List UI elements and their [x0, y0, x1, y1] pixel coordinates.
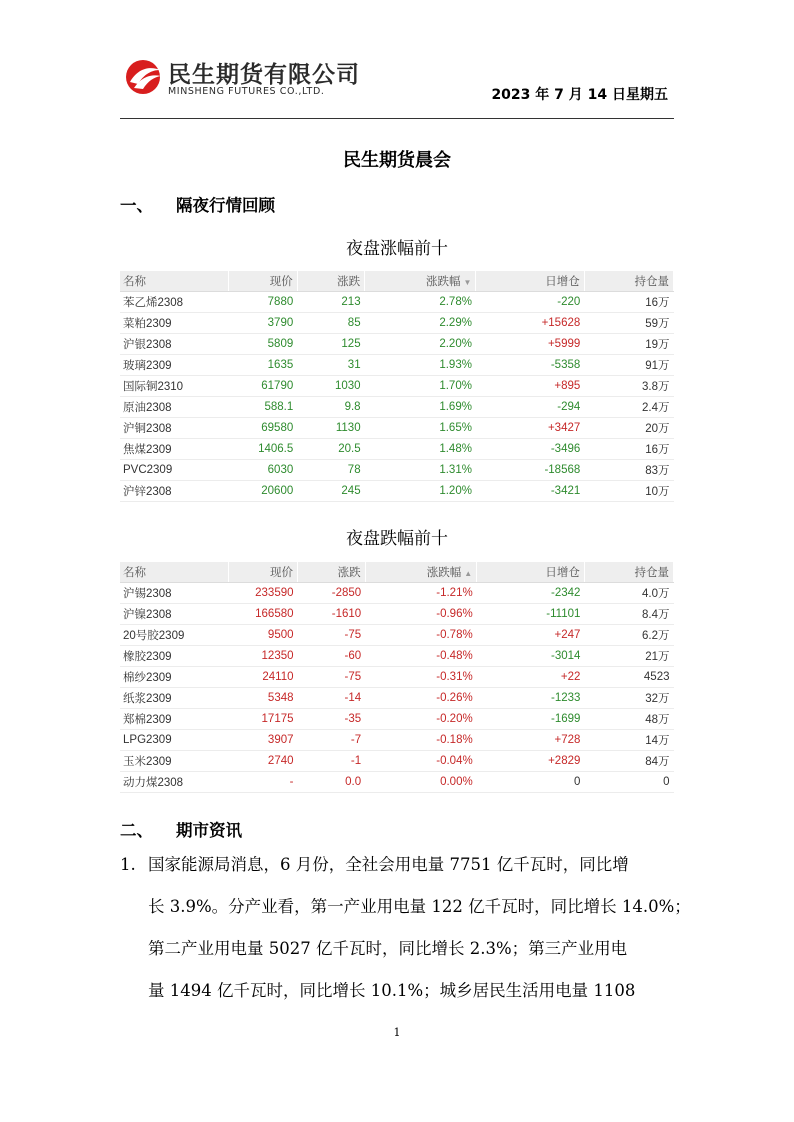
cell-open-interest: 20万 [584, 418, 673, 439]
cell-change-pct: -0.18% [365, 730, 477, 751]
section-title: 隔夜行情回顾 [176, 196, 275, 215]
document-title: 民生期货晨会 [343, 150, 451, 171]
table-row [120, 313, 674, 334]
cell-open-interest: 91万 [584, 355, 673, 376]
cell-daily-oi-change: +22 [477, 667, 585, 688]
cell-name: 动力煤2308 [120, 772, 229, 793]
cell-open-interest: 59万 [584, 313, 673, 334]
table-row [120, 646, 674, 667]
column-header-daily-oi-change [477, 562, 585, 583]
cell-open-interest: 19万 [584, 334, 673, 355]
column-header-change-pct[interactable] [365, 271, 476, 292]
cell-price: 24110 [229, 667, 298, 688]
cell-open-interest: 3.8万 [584, 376, 673, 397]
cell-open-interest: 48万 [584, 709, 673, 730]
cell-name: LPG2309 [120, 730, 229, 751]
table-row [120, 439, 674, 460]
cell-open-interest: 0 [584, 772, 673, 793]
section-number: 一、 [120, 196, 153, 215]
table-row [120, 481, 674, 502]
cell-change-pct: -0.48% [365, 646, 477, 667]
column-header-open-interest [584, 562, 673, 583]
cell-name: 棉纱2309 [120, 667, 229, 688]
cell-name: 郑棉2309 [120, 709, 229, 730]
cell-change: -75 [298, 625, 366, 646]
table-row [120, 292, 674, 313]
cell-daily-oi-change: +5999 [476, 334, 584, 355]
cell-price: 20600 [229, 481, 297, 502]
company-name-en: MINSHENG FUTURES CO.,LTD. [168, 86, 325, 97]
cell-price: 233590 [229, 583, 298, 604]
cell-name: 纸浆2309 [120, 688, 229, 709]
table-header-row [120, 562, 674, 583]
cell-daily-oi-change: -5358 [476, 355, 584, 376]
cell-open-interest: 10万 [584, 481, 673, 502]
news-line: 第二产业用电量 5027 亿千瓦时，同比增长 2.3%；第三产业用电 [148, 939, 628, 958]
cell-price: 2740 [229, 751, 298, 772]
cell-open-interest: 16万 [584, 439, 673, 460]
cell-price: 7880 [229, 292, 297, 313]
column-header-label: 现价 [270, 567, 294, 579]
cell-change-pct: 0.00% [365, 772, 477, 793]
news-item-1 [120, 844, 691, 1012]
cell-change-pct: 1.20% [365, 481, 476, 502]
cell-change: -2850 [298, 583, 366, 604]
column-header-label: 日增仓 [545, 567, 580, 579]
cell-change: 213 [297, 292, 364, 313]
cell-name: 玉米2309 [120, 751, 229, 772]
cell-change: 0.0 [298, 772, 366, 793]
cell-name: 苯乙烯2308 [120, 292, 229, 313]
cell-change-pct: -0.78% [365, 625, 477, 646]
cell-daily-oi-change: -220 [476, 292, 584, 313]
section-heading-market-review [120, 192, 275, 216]
column-header-change-pct[interactable] [365, 562, 477, 583]
cell-daily-oi-change: -294 [476, 397, 584, 418]
cell-daily-oi-change: -1233 [477, 688, 585, 709]
cell-open-interest: 21万 [584, 646, 673, 667]
cell-change: -1610 [298, 604, 366, 625]
cell-daily-oi-change: +895 [476, 376, 584, 397]
cell-open-interest: 32万 [584, 688, 673, 709]
table-row [120, 355, 674, 376]
cell-change: 31 [297, 355, 364, 376]
column-header-price [229, 271, 297, 292]
table-row [120, 667, 674, 688]
cell-price: 5809 [229, 334, 297, 355]
news-line: 长 3.9%。分产业看，第一产业用电量 122 亿千瓦时，同比增长 14.0%； [148, 897, 691, 916]
column-header-name [120, 562, 229, 583]
page-number: 1 [393, 1026, 401, 1039]
cell-daily-oi-change: -3014 [477, 646, 585, 667]
section-title: 期市资讯 [176, 821, 242, 840]
cell-change: 9.8 [297, 397, 364, 418]
cell-daily-oi-change: +15628 [476, 313, 584, 334]
column-header-name [120, 271, 229, 292]
cell-change: 78 [297, 460, 364, 481]
cell-price: 3907 [229, 730, 298, 751]
losers-table [120, 562, 674, 793]
cell-price: 5348 [229, 688, 298, 709]
cell-daily-oi-change: -3421 [476, 481, 584, 502]
cell-name: 菜粕2309 [120, 313, 229, 334]
cell-change-pct: 2.78% [365, 292, 476, 313]
cell-change-pct: 2.20% [365, 334, 476, 355]
column-header-label: 持仓量 [634, 567, 669, 579]
company-name-cn: 民生期货有限公司 [168, 62, 360, 88]
table-row [120, 772, 674, 793]
cell-change-pct: 1.65% [365, 418, 476, 439]
cell-open-interest: 8.4万 [584, 604, 673, 625]
column-header-label: 涨跌幅 [426, 567, 462, 579]
table-row [120, 334, 674, 355]
cell-change-pct: 1.69% [365, 397, 476, 418]
cell-price: 69580 [229, 418, 297, 439]
cell-change: 20.5 [297, 439, 364, 460]
table-row [120, 751, 674, 772]
gainers-table [120, 271, 674, 502]
column-header-change [297, 271, 364, 292]
cell-daily-oi-change: -3496 [476, 439, 584, 460]
cell-price: 1406.5 [229, 439, 297, 460]
news-line: 国家能源局消息，6 月份，全社会用电量 7751 亿千瓦时，同比增 [148, 855, 629, 874]
cell-price: 12350 [229, 646, 298, 667]
cell-change-pct: 2.29% [365, 313, 476, 334]
column-header-price [229, 562, 298, 583]
cell-name: 20号胶2309 [120, 625, 229, 646]
cell-change: 1030 [297, 376, 364, 397]
section-number: 二、 [120, 821, 153, 840]
cell-change-pct: -0.04% [365, 751, 477, 772]
cell-daily-oi-change: -2342 [477, 583, 585, 604]
column-header-label: 涨跌 [337, 276, 361, 288]
cell-change-pct: -1.21% [365, 583, 477, 604]
table-row [120, 604, 674, 625]
cell-price: 6030 [229, 460, 297, 481]
cell-change: -35 [298, 709, 366, 730]
cell-daily-oi-change: -18568 [476, 460, 584, 481]
cell-daily-oi-change: 0 [477, 772, 585, 793]
column-header-label: 现价 [269, 276, 293, 288]
cell-daily-oi-change: +3427 [476, 418, 584, 439]
cell-change-pct: -0.96% [365, 604, 477, 625]
cell-daily-oi-change: -11101 [477, 604, 585, 625]
cell-change-pct: -0.20% [365, 709, 477, 730]
cell-name: 玻璃2309 [120, 355, 229, 376]
cell-daily-oi-change: +2829 [477, 751, 585, 772]
table-row [120, 688, 674, 709]
table-header-row [120, 271, 674, 292]
column-header-label: 涨跌幅 [426, 276, 461, 288]
cell-change-pct: 1.70% [365, 376, 476, 397]
header-divider [120, 118, 674, 119]
cell-open-interest: 6.2万 [584, 625, 673, 646]
column-header-daily-oi-change [476, 271, 584, 292]
cell-price: - [229, 772, 298, 793]
cell-name: 沪锡2308 [120, 583, 229, 604]
column-header-change [298, 562, 366, 583]
table-row [120, 418, 674, 439]
sort-ascending-icon[interactable]: ▲ [464, 569, 473, 578]
cell-price: 17175 [229, 709, 298, 730]
cell-open-interest: 14万 [584, 730, 673, 751]
cell-open-interest: 2.4万 [584, 397, 673, 418]
cell-name: 沪锌2308 [120, 481, 229, 502]
cell-change: 125 [297, 334, 364, 355]
table-row [120, 397, 674, 418]
cell-daily-oi-change: +728 [477, 730, 585, 751]
column-header-open-interest [584, 271, 673, 292]
cell-name: 沪铜2308 [120, 418, 229, 439]
table-row [120, 460, 674, 481]
report-date: 2023 年 7 月 14 日星期五 [491, 87, 668, 103]
cell-change-pct: -0.31% [365, 667, 477, 688]
cell-price: 166580 [229, 604, 298, 625]
cell-name: 沪镍2308 [120, 604, 229, 625]
cell-price: 1635 [229, 355, 297, 376]
cell-name: 国际铜2310 [120, 376, 229, 397]
table-row [120, 730, 674, 751]
news-line: 量 1494 亿千瓦时，同比增长 10.1%；城乡居民生活用电量 1108 [148, 981, 636, 1000]
column-header-label: 涨跌 [337, 567, 361, 579]
cell-change: 1130 [297, 418, 364, 439]
table-caption-losers: 夜盘跌幅前十 [346, 529, 448, 549]
cell-daily-oi-change: -1699 [477, 709, 585, 730]
column-header-label: 持仓量 [634, 276, 669, 288]
table-caption-gainers: 夜盘涨幅前十 [346, 239, 448, 259]
cell-change: 85 [297, 313, 364, 334]
cell-open-interest: 83万 [584, 460, 673, 481]
cell-change: 245 [297, 481, 364, 502]
column-header-label: 名称 [123, 276, 146, 288]
cell-change-pct: 1.48% [365, 439, 476, 460]
cell-open-interest: 4523 [584, 667, 673, 688]
cell-change: -14 [298, 688, 366, 709]
cell-open-interest: 84万 [584, 751, 673, 772]
cell-change-pct: 1.93% [365, 355, 476, 376]
table-row [120, 376, 674, 397]
table-row [120, 625, 674, 646]
cell-change: -60 [298, 646, 366, 667]
cell-open-interest: 4.0万 [584, 583, 673, 604]
cell-name: 原油2308 [120, 397, 229, 418]
cell-price: 9500 [229, 625, 298, 646]
column-header-label: 日增仓 [545, 276, 580, 288]
cell-open-interest: 16万 [584, 292, 673, 313]
cell-change-pct: -0.26% [365, 688, 477, 709]
cell-change-pct: 1.31% [365, 460, 476, 481]
table-row [120, 709, 674, 730]
cell-name: 橡胶2309 [120, 646, 229, 667]
cell-name: PVC2309 [120, 460, 229, 481]
cell-change: -1 [298, 751, 366, 772]
cell-price: 3790 [229, 313, 297, 334]
cell-daily-oi-change: +247 [477, 625, 585, 646]
cell-change: -75 [298, 667, 366, 688]
news-item-number: 1. [120, 855, 136, 874]
table-row [120, 583, 674, 604]
cell-name: 沪银2308 [120, 334, 229, 355]
cell-change: -7 [298, 730, 366, 751]
cell-price: 588.1 [229, 397, 297, 418]
column-header-label: 名称 [123, 567, 146, 579]
cell-price: 61790 [229, 376, 297, 397]
sort-descending-icon[interactable]: ▼ [463, 278, 472, 287]
cell-name: 焦煤2309 [120, 439, 229, 460]
company-logo-icon [124, 58, 164, 96]
company-logo [124, 56, 364, 104]
section-heading-futures-news [120, 817, 242, 841]
